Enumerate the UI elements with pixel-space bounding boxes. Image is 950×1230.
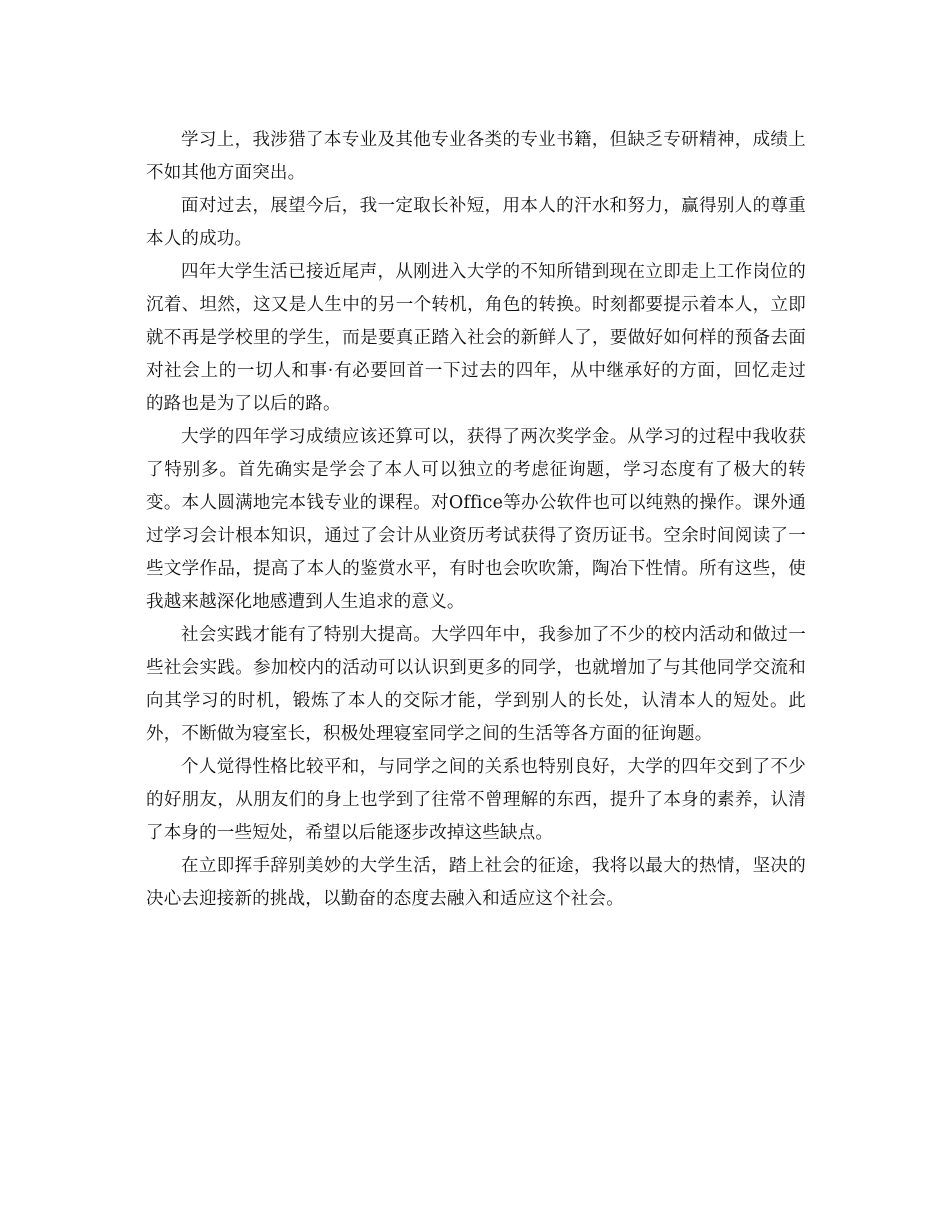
- paragraph-6: 个人觉得性格比较平和，与同学之间的关系也特别良好，大学的四年交到了不少的好朋友，从朋友们的身上也学到了往常不曾理解的东西，提升了本身的素养，认清了本身的一些短处，希望以后能逐步改掉这些缺点。: [146, 757, 806, 843]
- paragraph-3: 四年大学生活已接近尾声，从刚进入大学的不知所错到现在立即走上工作岗位的沉着、坦然，这又是人生中的另一个转机，角色的转换。时刻都要提示着本人，立即就不再是学校里的学生，而是要真正踏入社会的新鲜人了，要做好如何样的预备去面对社会上的一切人和事·有必要回首一下过去的四年，从中继承好的方面，回忆走过的路也是为了以后的路。: [146, 262, 806, 414]
- document-body: [146, 124, 806, 916]
- paragraph-2: 面对过去，展望今后，我一定取长补短，用本人的汗水和努力，赢得别人的尊重本人的成功。: [146, 196, 806, 249]
- paragraph-1: 学习上，我涉猎了本专业及其他专业各类的专业书籍，但缺乏专研精神，成绩上不如其他方面突出。: [146, 130, 806, 183]
- paragraph-7: 在立即挥手辞别美妙的大学生活，踏上社会的征途，我将以最大的热情，坚决的决心去迎接新的挑战，以勤奋的态度去融入和适应这个社会。: [146, 856, 806, 909]
- paragraph-5: 社会实践才能有了特别大提高。大学四年中，我参加了不少的校内活动和做过一些社会实践。参加校内的活动可以认识到更多的同学，也就增加了与其他同学交流和向其学习的时机，锻炼了本人的交际才能，学到别人的长处，认清本人的短处。此外，不断做为寝室长，积极处理寝室同学之间的生活等各方面的征询题。: [146, 625, 806, 744]
- paragraph-4: 大学的四年学习成绩应该还算可以，获得了两次奖学金。从学习的过程中我收获了特别多。首先确实是学会了本人可以独立的考虑征询题，学习态度有了极大的转变。本人圆满地完本钱专业的课程。对Office等办公软件也可以纯熟的操作。课外通过学习会计根本知识，通过了会计从业资历考试获得了资历证书。空余时间阅读了一些文学作品，提高了本人的鉴赏水平，有时也会吹吹箫，陶冶下性情。所有这些，使我越来越深化地感遭到人生追求的意义。: [146, 427, 806, 612]
